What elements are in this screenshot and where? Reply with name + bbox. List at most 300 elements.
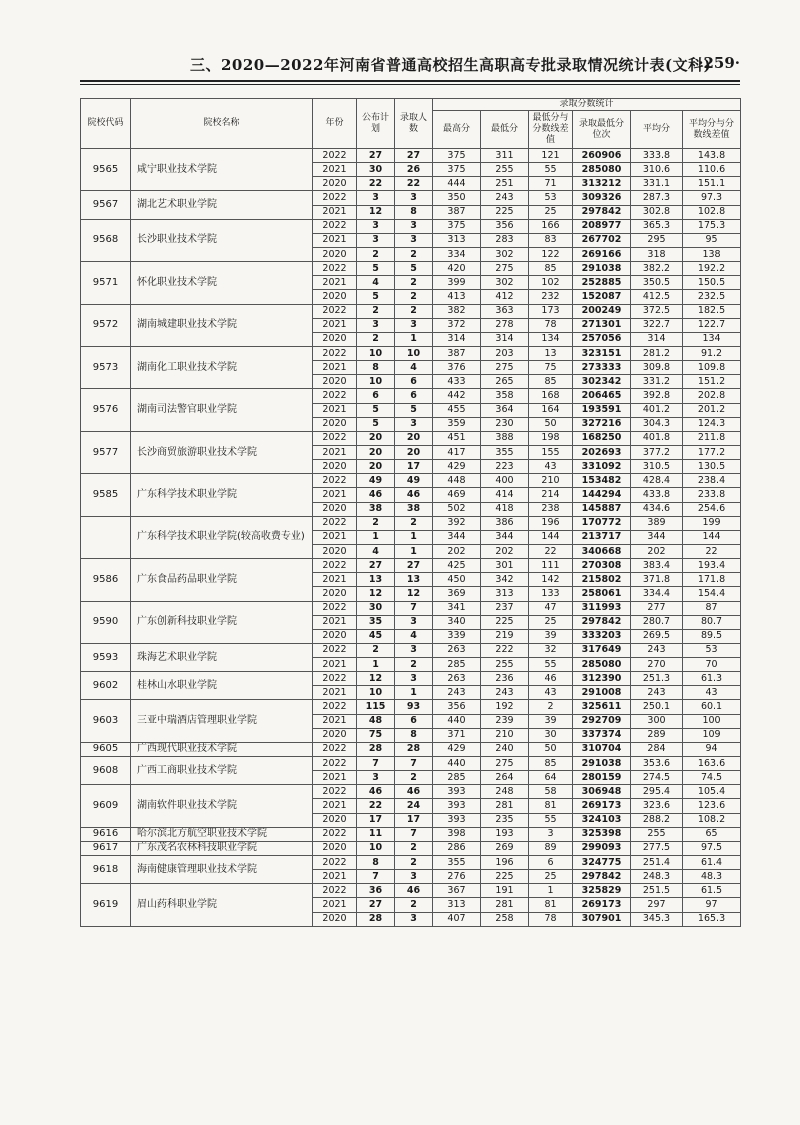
min-score-cell: 313 (481, 587, 529, 601)
min-score-cell: 418 (481, 502, 529, 516)
min-score-cell: 191 (481, 884, 529, 898)
school-code: 9602 (81, 672, 131, 700)
avg-diff-cell: 110.6 (683, 163, 741, 177)
min-rank-cell: 285080 (573, 658, 631, 672)
max-score-cell: 387 (433, 205, 481, 219)
admitted-cell: 2 (395, 898, 433, 912)
min-rank-cell: 285080 (573, 163, 631, 177)
max-score-cell: 372 (433, 318, 481, 332)
diff-cell: 85 (529, 757, 573, 771)
diff-cell: 25 (529, 205, 573, 219)
min-rank-cell: 325829 (573, 884, 631, 898)
diff-cell: 32 (529, 643, 573, 657)
admitted-cell: 3 (395, 417, 433, 431)
plan-cell: 1 (357, 658, 395, 672)
avg-diff-cell: 100 (683, 714, 741, 728)
min-score-cell: 248 (481, 785, 529, 799)
year-cell: 2020 (313, 629, 357, 643)
min-rank-cell: 269166 (573, 247, 631, 261)
min-rank-cell: 323151 (573, 346, 631, 360)
min-score-cell: 355 (481, 445, 529, 459)
max-score-cell: 442 (433, 389, 481, 403)
col-rank: 录取最低分位次 (573, 111, 631, 149)
avg-score-cell: 365.3 (631, 219, 683, 233)
max-score-cell: 399 (433, 276, 481, 290)
admitted-cell: 4 (395, 629, 433, 643)
avg-diff-cell: 74.5 (683, 771, 741, 785)
avg-score-cell: 401.2 (631, 403, 683, 417)
max-score-cell: 440 (433, 714, 481, 728)
year-cell: 2021 (313, 870, 357, 884)
plan-cell: 30 (357, 163, 395, 177)
min-rank-cell: 299093 (573, 841, 631, 855)
avg-score-cell: 300 (631, 714, 683, 728)
avg-score-cell: 350.5 (631, 276, 683, 290)
diff-cell: 134 (529, 332, 573, 346)
col-min: 最低分 (481, 111, 529, 149)
diff-cell: 89 (529, 841, 573, 855)
admitted-cell: 5 (395, 262, 433, 276)
min-rank-cell: 325398 (573, 827, 631, 841)
plan-cell: 27 (357, 898, 395, 912)
school-code: 9577 (81, 431, 131, 473)
admitted-cell: 5 (395, 403, 433, 417)
plan-cell: 28 (357, 742, 395, 756)
table-row (81, 700, 741, 714)
max-score-cell: 314 (433, 332, 481, 346)
min-rank-cell: 302342 (573, 375, 631, 389)
col-admitted: 录取人数 (395, 99, 433, 149)
diff-cell: 39 (529, 714, 573, 728)
plan-cell: 4 (357, 276, 395, 290)
table-row (81, 757, 741, 771)
col-plan: 公布计划 (357, 99, 395, 149)
max-score-cell: 448 (433, 474, 481, 488)
year-cell: 2022 (313, 757, 357, 771)
admitted-cell: 7 (395, 601, 433, 615)
plan-cell: 3 (357, 219, 395, 233)
avg-score-cell: 248.3 (631, 870, 683, 884)
diff-cell: 210 (529, 474, 573, 488)
year-cell: 2021 (313, 318, 357, 332)
min-rank-cell: 170772 (573, 516, 631, 530)
diff-cell: 75 (529, 361, 573, 375)
year-cell: 2020 (313, 332, 357, 346)
avg-diff-cell: 134 (683, 332, 741, 346)
diff-cell: 30 (529, 728, 573, 742)
avg-diff-cell: 97.5 (683, 841, 741, 855)
diff-cell: 85 (529, 262, 573, 276)
table-row (81, 559, 741, 573)
avg-diff-cell: 171.8 (683, 573, 741, 587)
avg-diff-cell: 61.3 (683, 672, 741, 686)
max-score-cell: 344 (433, 530, 481, 544)
max-score-cell: 375 (433, 163, 481, 177)
school-code: 9590 (81, 601, 131, 643)
avg-score-cell: 288.2 (631, 813, 683, 827)
school-code: 9617 (81, 841, 131, 855)
year-cell: 2022 (313, 827, 357, 841)
admitted-cell: 3 (395, 912, 433, 926)
avg-diff-cell: 109 (683, 728, 741, 742)
diff-cell: 43 (529, 460, 573, 474)
table-row (81, 304, 741, 318)
max-score-cell: 285 (433, 658, 481, 672)
plan-cell: 35 (357, 615, 395, 629)
admission-stats-table (80, 98, 741, 927)
diff-cell: 78 (529, 912, 573, 926)
year-cell: 2022 (313, 516, 357, 530)
min-rank-cell: 324775 (573, 856, 631, 870)
avg-score-cell: 382.2 (631, 262, 683, 276)
year-cell: 2021 (313, 615, 357, 629)
avg-diff-cell: 182.5 (683, 304, 741, 318)
school-code: 9568 (81, 219, 131, 261)
min-score-cell: 275 (481, 262, 529, 276)
admitted-cell: 4 (395, 361, 433, 375)
school-name: 湖南化工职业技术学院 (131, 346, 313, 388)
plan-cell: 20 (357, 460, 395, 474)
max-score-cell: 355 (433, 856, 481, 870)
diff-cell: 50 (529, 742, 573, 756)
avg-diff-cell: 102.8 (683, 205, 741, 219)
min-rank-cell: 260906 (573, 149, 631, 163)
plan-cell: 36 (357, 884, 395, 898)
year-cell: 2021 (313, 573, 357, 587)
max-score-cell: 350 (433, 191, 481, 205)
year-cell: 2021 (313, 799, 357, 813)
diff-cell: 121 (529, 149, 573, 163)
avg-score-cell: 353.6 (631, 757, 683, 771)
year-cell: 2022 (313, 742, 357, 756)
admitted-cell: 10 (395, 346, 433, 360)
plan-cell: 22 (357, 177, 395, 191)
table-row (81, 643, 741, 657)
year-cell: 2022 (313, 431, 357, 445)
avg-score-cell: 304.3 (631, 417, 683, 431)
avg-diff-cell: 109.8 (683, 361, 741, 375)
year-cell: 2020 (313, 417, 357, 431)
school-code: 9616 (81, 827, 131, 841)
diff-cell: 111 (529, 559, 573, 573)
min-score-cell: 264 (481, 771, 529, 785)
avg-score-cell: 383.4 (631, 559, 683, 573)
max-score-cell: 359 (433, 417, 481, 431)
avg-diff-cell: 233.8 (683, 488, 741, 502)
school-name: 哈尔滨北方航空职业技术学院 (131, 827, 313, 841)
max-score-cell: 440 (433, 757, 481, 771)
diff-cell: 53 (529, 191, 573, 205)
min-score-cell: 219 (481, 629, 529, 643)
avg-score-cell: 323.6 (631, 799, 683, 813)
min-rank-cell: 215802 (573, 573, 631, 587)
plan-cell: 2 (357, 332, 395, 346)
plan-cell: 5 (357, 403, 395, 417)
min-score-cell: 225 (481, 205, 529, 219)
table-row (81, 191, 741, 205)
max-score-cell: 341 (433, 601, 481, 615)
diff-cell: 78 (529, 318, 573, 332)
school-code: 9586 (81, 559, 131, 601)
diff-cell: 1 (529, 884, 573, 898)
min-rank-cell: 312390 (573, 672, 631, 686)
avg-diff-cell: 254.6 (683, 502, 741, 516)
admitted-cell: 2 (395, 516, 433, 530)
year-cell: 2022 (313, 856, 357, 870)
plan-cell: 8 (357, 856, 395, 870)
max-score-cell: 376 (433, 361, 481, 375)
avg-diff-cell: 165.3 (683, 912, 741, 926)
school-name: 眉山药科职业学院 (131, 884, 313, 926)
year-cell: 2021 (313, 276, 357, 290)
table-row (81, 389, 741, 403)
max-score-cell: 202 (433, 544, 481, 558)
avg-diff-cell: 105.4 (683, 785, 741, 799)
school-name: 湖南司法警官职业学院 (131, 389, 313, 431)
min-score-cell: 210 (481, 728, 529, 742)
max-score-cell: 413 (433, 290, 481, 304)
admitted-cell: 8 (395, 728, 433, 742)
plan-cell: 3 (357, 191, 395, 205)
school-code: 9565 (81, 149, 131, 191)
table-row (81, 346, 741, 360)
min-score-cell: 301 (481, 559, 529, 573)
diff-cell: 71 (529, 177, 573, 191)
admitted-cell: 12 (395, 587, 433, 601)
plan-cell: 30 (357, 601, 395, 615)
admitted-cell: 3 (395, 219, 433, 233)
admitted-cell: 49 (395, 474, 433, 488)
min-rank-cell: 331092 (573, 460, 631, 474)
max-score-cell: 393 (433, 785, 481, 799)
school-name: 长沙职业技术学院 (131, 219, 313, 261)
min-rank-cell: 258061 (573, 587, 631, 601)
max-score-cell: 398 (433, 827, 481, 841)
max-score-cell: 243 (433, 686, 481, 700)
min-rank-cell: 144294 (573, 488, 631, 502)
year-cell: 2021 (313, 658, 357, 672)
avg-diff-cell: 94 (683, 742, 741, 756)
diff-cell: 46 (529, 672, 573, 686)
max-score-cell: 455 (433, 403, 481, 417)
min-score-cell: 281 (481, 898, 529, 912)
school-name: 湖南软件职业技术学院 (131, 785, 313, 827)
plan-cell: 28 (357, 912, 395, 926)
max-score-cell: 425 (433, 559, 481, 573)
avg-score-cell: 297 (631, 898, 683, 912)
year-cell: 2020 (313, 502, 357, 516)
plan-cell: 2 (357, 643, 395, 657)
year-cell: 2022 (313, 474, 357, 488)
min-score-cell: 363 (481, 304, 529, 318)
avg-diff-cell: 70 (683, 658, 741, 672)
diff-cell: 196 (529, 516, 573, 530)
diff-cell: 166 (529, 219, 573, 233)
admitted-cell: 2 (395, 841, 433, 855)
year-cell: 2021 (313, 714, 357, 728)
diff-cell: 164 (529, 403, 573, 417)
admitted-cell: 93 (395, 700, 433, 714)
admitted-cell: 7 (395, 827, 433, 841)
avg-score-cell: 331.1 (631, 177, 683, 191)
min-rank-cell: 297842 (573, 870, 631, 884)
page-number: ·259· (698, 54, 740, 72)
diff-cell: 168 (529, 389, 573, 403)
col-diff: 最低分与分数线差值 (529, 111, 573, 149)
diff-cell: 2 (529, 700, 573, 714)
admitted-cell: 46 (395, 785, 433, 799)
plan-cell: 10 (357, 375, 395, 389)
min-score-cell: 243 (481, 191, 529, 205)
min-score-cell: 388 (481, 431, 529, 445)
avg-diff-cell: 123.6 (683, 799, 741, 813)
plan-cell: 27 (357, 559, 395, 573)
avg-diff-cell: 61.5 (683, 884, 741, 898)
max-score-cell: 367 (433, 884, 481, 898)
year-cell: 2022 (313, 304, 357, 318)
avg-score-cell: 255 (631, 827, 683, 841)
avg-diff-cell: 130.5 (683, 460, 741, 474)
max-score-cell: 313 (433, 898, 481, 912)
max-score-cell: 429 (433, 742, 481, 756)
plan-cell: 13 (357, 573, 395, 587)
min-score-cell: 225 (481, 870, 529, 884)
avg-score-cell: 322.7 (631, 318, 683, 332)
avg-diff-cell: 124.3 (683, 417, 741, 431)
diff-cell: 83 (529, 233, 573, 247)
avg-diff-cell: 150.5 (683, 276, 741, 290)
school-name: 桂林山水职业学院 (131, 672, 313, 700)
plan-cell: 7 (357, 870, 395, 884)
min-rank-cell: 202693 (573, 445, 631, 459)
avg-score-cell: 243 (631, 643, 683, 657)
min-score-cell: 400 (481, 474, 529, 488)
avg-score-cell: 250.1 (631, 700, 683, 714)
admitted-cell: 3 (395, 870, 433, 884)
max-score-cell: 286 (433, 841, 481, 855)
school-code: 9608 (81, 757, 131, 785)
min-score-cell: 237 (481, 601, 529, 615)
min-score-cell: 202 (481, 544, 529, 558)
min-score-cell: 386 (481, 516, 529, 530)
school-code: 9603 (81, 700, 131, 742)
min-rank-cell: 310704 (573, 742, 631, 756)
admitted-cell: 28 (395, 742, 433, 756)
year-cell: 2020 (313, 375, 357, 389)
year-cell: 2022 (313, 219, 357, 233)
avg-diff-cell: 143.8 (683, 149, 741, 163)
avg-diff-cell: 122.7 (683, 318, 741, 332)
avg-score-cell: 289 (631, 728, 683, 742)
school-name: 怀化职业技术学院 (131, 262, 313, 304)
plan-cell: 20 (357, 431, 395, 445)
year-cell: 2021 (313, 445, 357, 459)
avg-diff-cell: 238.4 (683, 474, 741, 488)
col-group: 录取分数统计 (433, 99, 741, 111)
plan-cell: 2 (357, 247, 395, 261)
diff-cell: 85 (529, 375, 573, 389)
admitted-cell: 27 (395, 149, 433, 163)
max-score-cell: 334 (433, 247, 481, 261)
min-rank-cell: 193591 (573, 403, 631, 417)
avg-diff-cell: 53 (683, 643, 741, 657)
table-row (81, 884, 741, 898)
min-rank-cell: 311993 (573, 601, 631, 615)
diff-cell: 3 (529, 827, 573, 841)
min-score-cell: 225 (481, 615, 529, 629)
school-code: 9572 (81, 304, 131, 346)
avg-score-cell: 331.2 (631, 375, 683, 389)
plan-cell: 1 (357, 530, 395, 544)
admitted-cell: 1 (395, 544, 433, 558)
plan-cell: 3 (357, 318, 395, 332)
admitted-cell: 17 (395, 813, 433, 827)
year-cell: 2022 (313, 884, 357, 898)
min-score-cell: 414 (481, 488, 529, 502)
min-score-cell: 311 (481, 149, 529, 163)
school-name: 湖南城建职业技术学院 (131, 304, 313, 346)
admitted-cell: 3 (395, 318, 433, 332)
avg-score-cell: 295.4 (631, 785, 683, 799)
admitted-cell: 3 (395, 672, 433, 686)
min-rank-cell: 270308 (573, 559, 631, 573)
min-score-cell: 269 (481, 841, 529, 855)
table-row (81, 431, 741, 445)
avg-score-cell: 281.2 (631, 346, 683, 360)
year-cell: 2022 (313, 346, 357, 360)
avg-score-cell: 302.8 (631, 205, 683, 219)
year-cell: 2022 (313, 149, 357, 163)
avg-score-cell: 428.4 (631, 474, 683, 488)
year-cell: 2020 (313, 728, 357, 742)
min-score-cell: 275 (481, 361, 529, 375)
year-cell: 2020 (313, 460, 357, 474)
min-rank-cell: 313212 (573, 177, 631, 191)
max-score-cell: 285 (433, 771, 481, 785)
diff-cell: 102 (529, 276, 573, 290)
min-score-cell: 203 (481, 346, 529, 360)
min-rank-cell: 340668 (573, 544, 631, 558)
min-score-cell: 412 (481, 290, 529, 304)
avg-score-cell: 334.4 (631, 587, 683, 601)
min-score-cell: 275 (481, 757, 529, 771)
admitted-cell: 3 (395, 191, 433, 205)
year-cell: 2021 (313, 686, 357, 700)
year-cell: 2022 (313, 785, 357, 799)
year-cell: 2021 (313, 488, 357, 502)
school-code: 9576 (81, 389, 131, 431)
table-body (81, 149, 741, 927)
table-row (81, 856, 741, 870)
year-cell: 2022 (313, 601, 357, 615)
admitted-cell: 6 (395, 375, 433, 389)
year-cell: 2022 (313, 262, 357, 276)
min-rank-cell: 333203 (573, 629, 631, 643)
min-rank-cell: 307901 (573, 912, 631, 926)
min-rank-cell: 269173 (573, 898, 631, 912)
plan-cell: 12 (357, 587, 395, 601)
avg-score-cell: 392.8 (631, 389, 683, 403)
year-cell: 2021 (313, 233, 357, 247)
avg-diff-cell: 87 (683, 601, 741, 615)
avg-diff-cell: 108.2 (683, 813, 741, 827)
school-code: 9618 (81, 856, 131, 884)
avg-diff-cell: 22 (683, 544, 741, 558)
max-score-cell: 371 (433, 728, 481, 742)
min-rank-cell: 306948 (573, 785, 631, 799)
school-name: 广东科学技术职业学院 (131, 474, 313, 516)
plan-cell: 2 (357, 516, 395, 530)
